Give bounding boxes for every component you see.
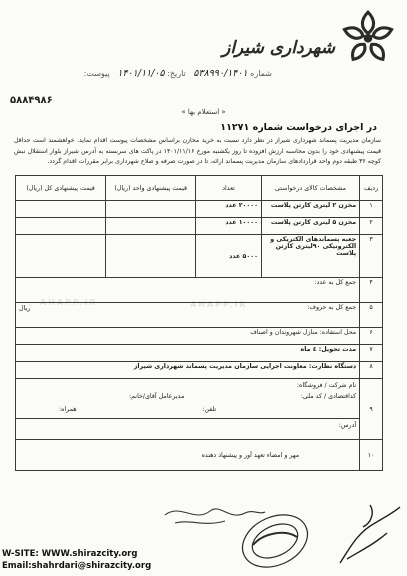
table-row bbox=[16, 345, 383, 362]
table-row bbox=[16, 440, 383, 471]
letter-meta bbox=[42, 68, 272, 79]
signature-stamp-area bbox=[135, 493, 405, 571]
table-row bbox=[16, 218, 383, 235]
website-link[interactable]: W-SITE: WWW.shirazcity.org bbox=[2, 549, 138, 559]
phone-label: تلفن: bbox=[202, 406, 217, 413]
row-no: ۹ bbox=[360, 379, 383, 440]
header-spec: مشخصات کالای درخواستی bbox=[261, 176, 359, 201]
row-no: ۱ bbox=[360, 201, 383, 218]
table-row bbox=[16, 362, 383, 379]
header-qty: تعداد bbox=[196, 176, 262, 201]
footer bbox=[2, 548, 151, 572]
header-row-no: ردیف bbox=[360, 176, 383, 201]
manager-label: مدیرعامل آقای/خانم: bbox=[129, 393, 185, 400]
table-row bbox=[16, 303, 383, 328]
round-stamp bbox=[234, 505, 316, 571]
row-no: ۵ bbox=[360, 303, 383, 328]
delivery-time: مدت تحویل: ٤ ماه bbox=[16, 345, 360, 362]
subject-line: در اجرای درخواست شماره ۱۱۲۷۱ bbox=[220, 122, 377, 133]
inquiry-table bbox=[15, 175, 383, 471]
number-value: ۵۳۸۹۹۰/۱۴۰۱ bbox=[193, 68, 248, 79]
item-qty: ۲۰۰۰۰ عدد bbox=[196, 201, 262, 218]
handwritten-signature bbox=[340, 505, 400, 563]
number-label: شماره bbox=[250, 69, 272, 78]
total-price-cell[interactable] bbox=[16, 235, 106, 278]
signature-scribble bbox=[165, 509, 265, 523]
table-row bbox=[16, 379, 383, 440]
watermark: AHAPP.IR bbox=[190, 300, 248, 309]
table-row bbox=[16, 201, 383, 218]
stamp-number: ۵۸۸۴۹۸۶ bbox=[10, 95, 53, 106]
item-spec: مخزن ۲ لیتری کارتن پلاست bbox=[261, 201, 359, 218]
unit-price-cell[interactable] bbox=[106, 218, 196, 235]
row-no: ۴ bbox=[360, 278, 383, 303]
row-no: ۱۰ bbox=[360, 440, 383, 471]
supervisor: دستگاه نظارت: معاونت اجرایی سازمان مدیریت پسماند شهرداری شیراز bbox=[16, 362, 360, 379]
unit-price-cell[interactable] bbox=[106, 235, 196, 278]
greeting: « استعلام بها » bbox=[181, 108, 226, 116]
row-no: ۸ bbox=[360, 362, 383, 379]
item-spec: مخزن ۵ لیتری کارتن پلاست bbox=[261, 218, 359, 235]
intro-paragraph: سازمان مدیریت پسماند شهرداری شیراز در نظر دارد نسبت به خرید مخازن براساس مشخصات پیوست اقدام نماید. خواهشمند است حداقل قیمت پیشنهادی خود را بدون محاسبه ارزش افزوده تا روز یکشنبه مورخ ۱۴۰۱/۱۱/۱۶ در پاکت های سربسته به آدرس شیراز بلوار استقلال نبش کوچه ۳۶ طبقه دوم واحد قراردادهای سازمان مدیریت پسماند ارائه، تا در صورت صرفه و صلاح شهرداری برابر مقررات اقدام گردد. bbox=[14, 137, 382, 166]
row-no: ۶ bbox=[360, 328, 383, 345]
email-link[interactable]: Email:shahrdari@shirazcity.org bbox=[2, 561, 152, 571]
table-row bbox=[16, 235, 383, 278]
total-number-label: جمع کل به عدد: bbox=[314, 279, 357, 286]
econ-code-label: کداقتصادی / کد ملی: bbox=[300, 393, 357, 400]
date-value: ۱۴۰۱/۱۱/۰۵ bbox=[117, 68, 165, 79]
seal-signature-cell[interactable] bbox=[16, 440, 360, 471]
total-words-cell[interactable] bbox=[16, 303, 360, 328]
total-price-cell[interactable] bbox=[16, 218, 106, 235]
date-label: تاریخ: bbox=[167, 69, 186, 78]
row-no: ۷ bbox=[360, 345, 383, 362]
total-number-cell[interactable] bbox=[16, 278, 360, 303]
shiraz-municipality-logo bbox=[337, 6, 399, 68]
table-header-row bbox=[16, 176, 383, 201]
row-no: ۲ bbox=[360, 218, 383, 235]
company-name-label: نام شرکت / فروشگاه: bbox=[296, 382, 357, 389]
row-no: ۳ bbox=[360, 235, 383, 278]
watermark: AHAPP.IR bbox=[40, 298, 98, 307]
header-total-price: قیمت پیشنهادی کل (ریال) bbox=[16, 176, 106, 201]
attachment-label: پیوست: bbox=[83, 69, 110, 78]
header-unit-price: قیمت پیشنهادی واحد (ریال) bbox=[106, 176, 196, 201]
unit-price-cell[interactable] bbox=[106, 201, 196, 218]
address-label: آدرس: bbox=[16, 418, 359, 432]
seal-label: مهر و امضاء تعهد آور و پیشنهاد دهنده bbox=[201, 451, 300, 459]
total-price-cell[interactable] bbox=[16, 201, 106, 218]
mobile-label: همراه: bbox=[59, 406, 77, 413]
item-qty: ۵۰۰۰ عدد bbox=[196, 235, 262, 278]
currency-label: ریال bbox=[19, 304, 31, 312]
company-info-cell[interactable] bbox=[16, 379, 360, 440]
table-row bbox=[16, 278, 383, 303]
item-spec: جعبه پسماندهای الکتریکی و الکترونیکی ۹۰لیتری کارتن پلاست bbox=[261, 235, 359, 278]
usage-location: محل استفاده: منازل شهروندان و اصناف bbox=[16, 328, 360, 345]
table-row bbox=[16, 328, 383, 345]
item-qty: ۱۰۰۰۰ عدد bbox=[196, 218, 262, 235]
total-words-label: جمع کل به حروف: bbox=[307, 304, 357, 311]
logo-wordmark: شهرداری شیراز bbox=[222, 38, 335, 58]
